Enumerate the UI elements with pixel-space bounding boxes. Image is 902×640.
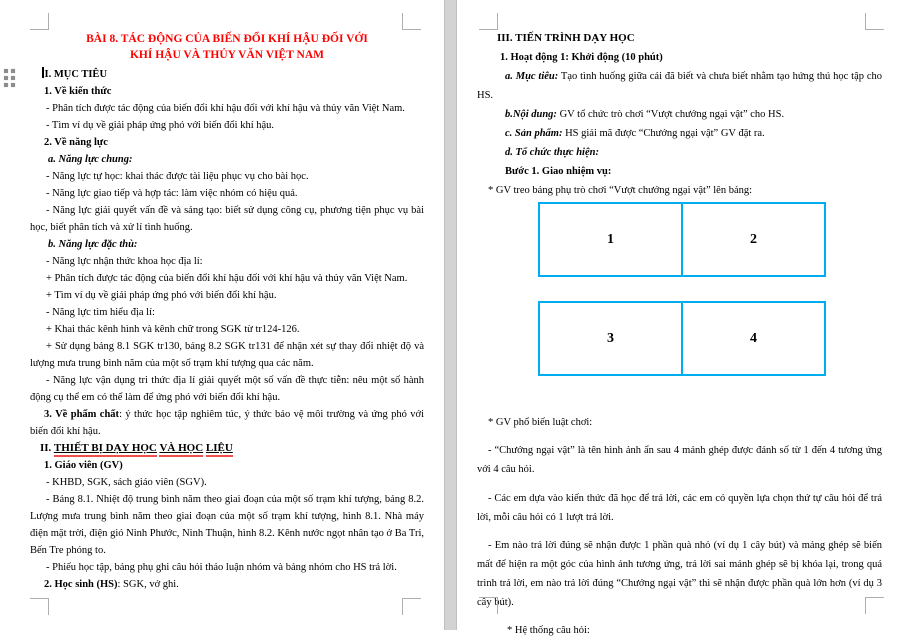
text-cursor <box>42 67 44 78</box>
paragraph[interactable]: - Năng lực tìm hiểu địa lí: <box>46 307 155 318</box>
margin-corner-mark <box>30 598 49 615</box>
paragraph[interactable]: - Phân tích được tác động của biến đổi khí hậu đối với khí hậu và thủy văn Việt Nam. <box>46 103 405 114</box>
margin-corner-mark <box>865 597 884 614</box>
game-board-cell-4[interactable]: 4 <box>681 303 824 374</box>
paragraph[interactable]: - Năng lực nhận thức khoa học địa lí: <box>46 256 203 267</box>
heading-text[interactable]: III. TIẾN TRÌNH DẠY HỌC <box>497 32 635 44</box>
heading-tien-trinh[interactable] <box>477 29 882 48</box>
paragraph-text[interactable]: Tạo tình huống giữa cái đã biết và chưa biết nhằm tạo hứng thú học tập cho HS. <box>477 71 883 101</box>
margin-corner-mark <box>479 13 498 30</box>
game-board-row-1 <box>538 202 826 277</box>
paragraph[interactable]: - Phiếu học tập, bảng phụ ghi câu hỏi thảo luận nhóm và bảng nhóm cho HS trả lời. <box>46 562 397 573</box>
subheading-nang-luc-dac-thu[interactable] <box>30 236 424 253</box>
drag-handle-icon[interactable] <box>4 69 15 87</box>
paragraph[interactable]: - Các em dựa vào kiến thức đã học để trả lời, các em có quyền lựa chọn thứ tự câu hỏi để trả lời, mỗi câu hỏi có 1 lượt trả lời. <box>477 493 882 523</box>
paragraph[interactable]: * GV treo bảng phụ trò chơi “Vượt chướng ngại vật” lên bảng: <box>488 185 753 196</box>
subheading-nang-luc-chung[interactable] <box>30 151 424 168</box>
subheading-text[interactable]: 1. Về kiến thức <box>44 86 112 97</box>
paragraph-san-pham[interactable] <box>477 124 882 143</box>
subheading-text[interactable]: 2. Về năng lực <box>44 137 108 148</box>
lead-text[interactable]: d. Tổ chức thực hiện: <box>505 147 599 158</box>
paragraph[interactable]: * Hệ thống câu hỏi: <box>507 625 590 636</box>
paragraph[interactable]: - “Chướng ngại vật” là tên hình ảnh ẩn sau 4 mảnh ghép được đánh số từ 1 đến 4 tương ứng với 4 câu hỏi. <box>477 445 882 475</box>
paragraph[interactable]: - Tìm ví dụ về giải pháp ứng phó với biến đổi khí hậu. <box>46 120 275 131</box>
paragraph[interactable]: - Năng lực giải quyết vấn đề và sáng tạo: biết sử dụng công cụ, phương tiện phục vụ bài học, biết phân tích và xử lí tình huống. <box>30 205 424 233</box>
paragraph[interactable]: - Em nào trả lời đúng sẽ nhận được 1 phần quà nhỏ (ví dụ 1 cây bút) và mảng ghép sẽ biến mất để hiện ra một góc của hình ảnh tương ứng, trả lời sai mảnh ghép sẽ bị khóa lại, trong quá trình trả lời, em nào trả lời đúng “Chướng ngại vật” thì sẽ nhận được phần quà lớn hơn (ví dụ 3 cây bút). <box>477 540 882 608</box>
lesson-title-line2[interactable]: KHÍ HẬU VÀ THỦY VĂN VIỆT NAM <box>129 49 325 61</box>
paragraph-to-chuc[interactable] <box>477 143 882 162</box>
page-gutter <box>444 0 457 630</box>
game-board-cell-2[interactable]: 2 <box>681 204 824 275</box>
paragraph[interactable]: - KHBD, SGK, sách giáo viên (SGV). <box>46 477 207 488</box>
margin-corner-mark <box>402 13 421 30</box>
subheading-text[interactable]: b. Năng lực đặc thù: <box>48 239 138 250</box>
paragraph[interactable]: + Khai thác kênh hình và kênh chữ trong SGK từ tr124-126. <box>46 324 300 335</box>
subheading-text[interactable]: 1. Giáo viên (GV) <box>44 460 123 471</box>
subheading-buoc-1[interactable] <box>477 162 882 181</box>
page-2[interactable] <box>457 0 902 636</box>
subheading-pham-chat[interactable] <box>30 406 424 440</box>
paragraph[interactable]: * GV phổ biến luật chơi: <box>488 417 593 428</box>
paragraph-noi-dung[interactable] <box>477 105 882 124</box>
subheading-giao-vien[interactable] <box>30 457 424 474</box>
paragraph-text[interactable]: HS giải mã được “Chướng ngại vật” GV đặt ra. <box>562 128 765 139</box>
subheading-text[interactable]: a. Năng lực chung: <box>48 154 133 165</box>
paragraph[interactable]: + Phân tích được tác động của biến đổi khí hậu đối với khí hậu và thủy văn Việt Nam. <box>46 273 408 284</box>
game-board-row-2 <box>538 301 826 376</box>
heading-thiet-bi[interactable] <box>30 440 424 457</box>
paragraph-muc-tieu[interactable] <box>477 67 882 105</box>
subheading-text[interactable]: 3. Về phẩm chất <box>44 409 120 420</box>
subheading-hoat-dong-1[interactable] <box>477 48 882 67</box>
page-1[interactable] <box>0 0 444 630</box>
lead-text[interactable]: c. Sản phẩm: <box>505 128 563 139</box>
heading-underlined-word[interactable]: LIỆU <box>206 442 233 457</box>
heading-text[interactable]: I. MỤC TIÊU <box>44 69 108 80</box>
heading-muc-tieu[interactable] <box>30 66 424 83</box>
paragraph-text[interactable]: GV tổ chức trò chơi “Vượt chướng ngại vật” cho HS. <box>556 109 785 120</box>
subheading-text[interactable]: 1. Hoạt động 1: Khởi động (10 phút) <box>500 52 663 63</box>
subheading-nang-luc[interactable] <box>30 134 424 151</box>
margin-corner-mark <box>865 13 884 30</box>
heading-underlined-word[interactable]: THIẾT BỊ DẠY HỌC <box>54 442 157 457</box>
lead-text[interactable]: b.Nội dung: <box>505 109 557 120</box>
heading-underlined-word[interactable]: VÀ HỌC <box>159 442 203 457</box>
game-board-cell-3[interactable]: 3 <box>607 330 614 346</box>
margin-corner-mark <box>479 597 498 614</box>
paragraph-text[interactable]: : ý thức học tập nghiêm túc, ý thức bảo vệ môi trường và ứng phó với biến đổi khí hậu. <box>30 409 424 437</box>
subheading-text[interactable]: Bước 1. Giao nhiệm vụ: <box>505 166 612 177</box>
paragraph[interactable]: + Tìm ví dụ về giải pháp ứng phó với biến đổi khí hậu. <box>46 290 277 301</box>
subheading-text[interactable]: 2. Học sinh (HS) <box>44 579 118 590</box>
subheading-kien-thuc[interactable] <box>30 83 424 100</box>
subheading-hoc-sinh[interactable] <box>30 576 424 593</box>
lead-text[interactable]: a. Mục tiêu: <box>505 71 559 82</box>
paragraph-text[interactable]: : SGK, vở ghi. <box>117 579 179 590</box>
margin-corner-mark <box>30 13 49 30</box>
paragraph[interactable]: - Bảng 8.1. Nhiệt độ trung bình năm theo giai đoạn của một số trạm khí tượng, bảng 8.2. Lượng mưa trung bình năm theo giai đoạn của một số trạm khí tượng, hình 8.1. Nhà máy điện mặt trời, điện gió Ninh Phước, Ninh Thuận, hình 8.2. Kênh nước ngọt nhân tạo ở Ba Tri, Bến Tre phóng to. <box>30 494 424 556</box>
paragraph[interactable]: - Năng lực tự học: khai thác được tài liệu phục vụ cho bài học. <box>46 171 309 182</box>
lesson-title-line1[interactable]: BÀI 8. TÁC ĐỘNG CỦA BIẾN ĐỔI KHÍ HẬU ĐỐI VỚI <box>86 33 368 45</box>
heading-prefix[interactable]: II. <box>40 442 54 454</box>
paragraph[interactable]: + Sử dụng bảng 8.1 SGK tr130, bảng 8.2 SGK tr131 để nhận xét sự thay đổi nhiệt độ và lượng mưa trung bình năm của một số trạm khí tượng qua các năm. <box>30 341 424 369</box>
margin-corner-mark <box>402 598 421 615</box>
paragraph[interactable]: - Năng lực giao tiếp và hợp tác: làm việc nhóm có hiệu quả. <box>46 188 298 199</box>
game-board-cell-1[interactable]: 1 <box>607 231 614 247</box>
paragraph[interactable]: - Năng lực vận dụng tri thức địa lí giải quyết một số vấn đề thực tiễn: nêu một số hành động cụ thể em có thể làm để ứng phó với biến đổi khí hậu. <box>30 375 424 403</box>
